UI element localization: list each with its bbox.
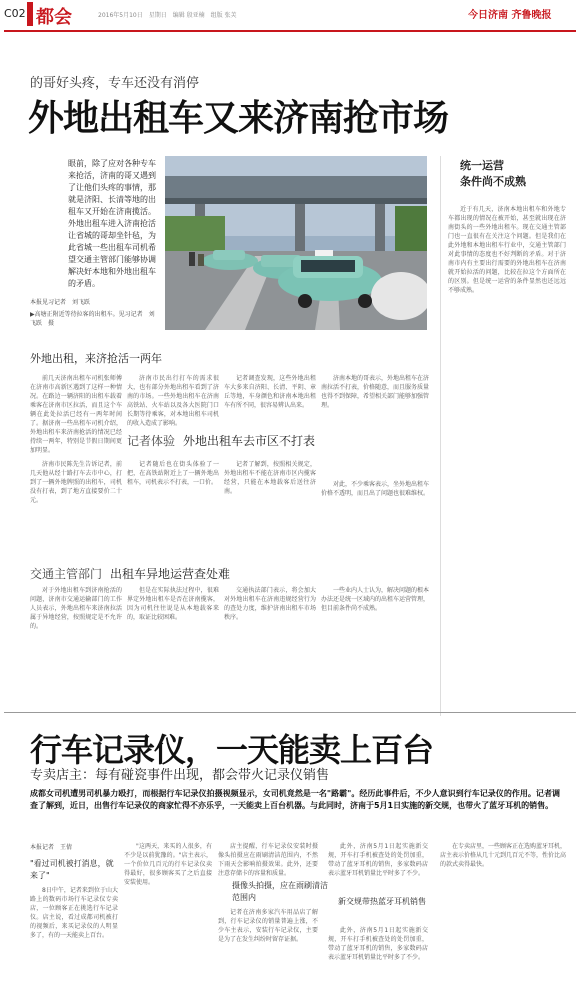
story-divider <box>4 712 576 713</box>
body-para: 记者在济南多家汽车用品店了解到，行车记录仪的销量普遍上涨，不少车主表示，安装行车记录仪，主要是为了在发生纠纷时留存证据。 <box>218 909 318 943</box>
body-para: 在专卖店里，一些顾客正在选购蓝牙耳机，店主表示价格从几十元到几百元不等，性价比高的款式卖得最快。 <box>440 843 566 868</box>
story2-title: 行车记录仪，一天能卖上百台 <box>30 731 434 769</box>
body-para: 记者调查发现，这些外地出租车大多来自济阳、长清、平阴、章丘等地，车身颜色和济南本地出租车有所不同，很容易辨认出来。 <box>224 375 316 409</box>
body-col-2c <box>127 586 219 696</box>
body-para: 此外，济南5月1日起实施新交规，开车打手机被查处的处罚加重，带动了蓝牙耳机的销售，多家数码店表示蓝牙耳机销量比平时多了不少。 <box>328 843 428 877</box>
body-para: 此外，济南5月1日起实施新交规，开车打手机被查处的处罚加重，带动了蓝牙耳机的销售，多家数码店表示蓝牙耳机销量比平时多了不少。 <box>328 927 428 961</box>
photo-illustration <box>165 156 427 330</box>
side-heading-line1: 统一运营 <box>460 159 504 172</box>
body-para: 但是在实际执法过程中，很难界定外地出租车是否在济南揽客，因为司机往往说是从本地载客来的，取证比较困难。 <box>127 587 219 621</box>
header-rule <box>4 30 576 32</box>
page-number: C02 <box>4 7 26 20</box>
lead-paragraph: 眼前，除了应对各种专车来抢活，济南的哥又遇到了让他们头疼的事情，那就是济阳、长清等地的出租车又开始在济南揽活。外地出租车进入济南抢活让省城的哥却坐针毡，为此省城一些出租车司机希望交通主管部门能够协调解决好本地和外地出租车的矛盾。 <box>68 159 156 288</box>
story2-credit: 本报记者 王倩 <box>30 844 73 851</box>
body-para: "这两天，来买的人很多，有不少是以前犹豫的。"店主表示，一个价位几百元的行车记录仪卖得最好，很多顾客买了之后直接安装使用。 <box>124 843 212 886</box>
body-para: 记者了解到，按照相关规定，外地出租车不能在济南市区内揽客经营，只能在本地载客后送往济南。 <box>224 461 316 495</box>
section-tag: 交通主管部门 <box>30 567 103 581</box>
body-col-4c <box>321 586 429 696</box>
right-column-text <box>448 205 566 685</box>
body-para: 8日中午，记者来到位于山大路上的数码市场行车记录仪专卖店，一位顾客正在挑选行车记录仪。店主说，看过成都司机被打的视频后，来买记录仪的人明显多了，有的一天能卖上百台。 <box>30 887 118 939</box>
section-title: 外地出租车去市区不打表 <box>183 434 316 448</box>
photo-credit: 本报见习记者 刘飞跃 <box>30 299 91 306</box>
body-col-3c <box>224 586 316 696</box>
photo-caption: ▶高塘正附近等待拉客的出租车。见习记者 刘飞跃 摄 <box>30 311 155 327</box>
body-col-1b <box>30 460 122 540</box>
body-col-2 <box>127 374 219 434</box>
section-heading-1: 外地出租，来济抢活一两年 <box>30 352 162 365</box>
body-col-1c <box>30 586 122 696</box>
news-photo <box>165 156 427 330</box>
section-title: 出租车异地运营查处难 <box>110 567 231 581</box>
body-para: 一些业内人士认为，解决问题的根本办法还是统一区域内的出租车运营管理，但目前条件尚不成熟。 <box>321 587 429 612</box>
section-heading-3 <box>30 565 230 582</box>
body-para: 对于外地出租车到济南抢活的问题，济南市交通运输部门的工作人员表示，外地出租车来济南拉活属于异地经营，按照规定是不允许的。 <box>30 587 122 630</box>
story2-col-3b <box>218 908 318 976</box>
story2-col-5 <box>440 842 566 976</box>
story2-col-3a <box>218 842 318 876</box>
side-heading <box>460 158 560 190</box>
body-para: 对此，不少乘客表示，坐外地出租车价格不透明，而且出了问题也很难维权。 <box>321 481 429 497</box>
body-para: 济南市民出行打车的需求很大，也有部分外地出租车看到了济南的市场。一些外地出租车在济南高铁站、火车站以及各大医院门口长期等待乘客，对本地出租车司机的收入造成了影响。 <box>127 375 219 427</box>
story2-col-2 <box>124 842 212 976</box>
right-col-para: 近于有几天，济南本地出租车和外地专车都出现的情况在被开始，甚至就出现在济南街头的一些外地出租车。现在交通主管部门也一直很有在关注这个问题。但是我们在此外地和本地出租车行业中，交通主管部门对此事情的态度也不好判断的矛盾。对于济南市内有主要出行需要的外地出租车在济南就开始拉活的问题，比较在拉这个方面所在的区别。但是统一运营的条件显然也还远远不够成熟。 <box>448 206 566 294</box>
body-col-2b <box>127 460 219 570</box>
column-divider <box>440 156 441 716</box>
section-tag: 记者体验 <box>127 434 176 448</box>
section-heading-2 <box>127 432 315 449</box>
headline-kicker: 的哥好头疼，专车还没有消停 <box>30 76 200 91</box>
body-para: 济南本地的哥表示，外地出租车在济南拉活不打表，价格随意，而且服务质量也得不到保障，希望相关部门能够加强管理。 <box>321 375 429 409</box>
story2-lead: 成都女司机遭男司机暴力殴打，而根据行车记录仪拍摄视频显示，女司机竟然是一名"路霸"。经历此事件后，不少人意识到行车记录仪的作用。记者调查了解到，近日，出售行车记录仪的商家忙得不亦乐乎，一天能卖上百台机器。与此同时，济南于5月1日实施的新交规，也带火了蓝牙耳机的销售。 <box>30 789 560 810</box>
body-para: 济南市民陈先生告诉记者，前几天他从经十路打车去市中心，打到了一辆外地牌照的出租车，司机没有打表，到了地方直接要价二十元。 <box>30 461 122 504</box>
body-para: 交通执法部门表示，将会加大对外地出租车在济南违规经营行为的查处力度，维护济南出租车市场秩序。 <box>224 587 316 621</box>
body-col-4 <box>321 374 429 474</box>
body-col-4b <box>321 480 429 570</box>
story2-quote: "看过司机被打消息，就来了" <box>30 859 114 880</box>
section-name: 都会 <box>36 7 72 28</box>
body-col-3b <box>224 460 316 570</box>
section-marker <box>27 2 33 26</box>
story2-subtitle: 专卖店主：每有碰瓷事件出现，都会带火记录仪销售 <box>30 768 330 783</box>
body-para: 记者随后也在街头体验了一把，在高铁站附近上了一辆外地出租车，司机表示不打表，一口价。 <box>127 461 219 486</box>
body-para: 店主提醒，行车记录仪安装时摄像头拍摄应在雨刷清洁范围内，不然下雨天会影响拍摄效果。此外，还要注意存储卡的容量和质量。 <box>218 843 318 876</box>
story2-box-2: 新交规带热蓝牙耳机销售 <box>338 897 426 906</box>
story2-col-4b <box>328 926 428 976</box>
body-para: 前几天济南出租车司机张师傅在济南市高新区遇到了这样一种情况。在路边一辆济阳的出租车载着乘客在济南市区拉活，而且这个车辆在此处拉活已经有一两年时间了。据济南一些出租车司机介绍，外地出租车来济南抢活的情况已经持续一两年，特别是节假日期间更加明显。 <box>30 375 122 454</box>
dateline: 2016年5月10日 星期日 编辑 殷亚楠 组版 张芙 <box>98 12 237 19</box>
newspaper-logo: 今日济南 齐鲁晚报 <box>468 10 552 21</box>
story2-col-1 <box>30 886 118 976</box>
side-heading-line2: 条件尚不成熟 <box>460 175 526 188</box>
story2-col-4a <box>328 842 428 892</box>
page-header <box>0 0 580 30</box>
story2-box-1: 摄像头拍摄，应在雨刷清洁范围内 <box>232 881 328 902</box>
headline-title: 外地出租车又来济南抢市场 <box>28 98 449 139</box>
body-col-3 <box>224 374 316 434</box>
